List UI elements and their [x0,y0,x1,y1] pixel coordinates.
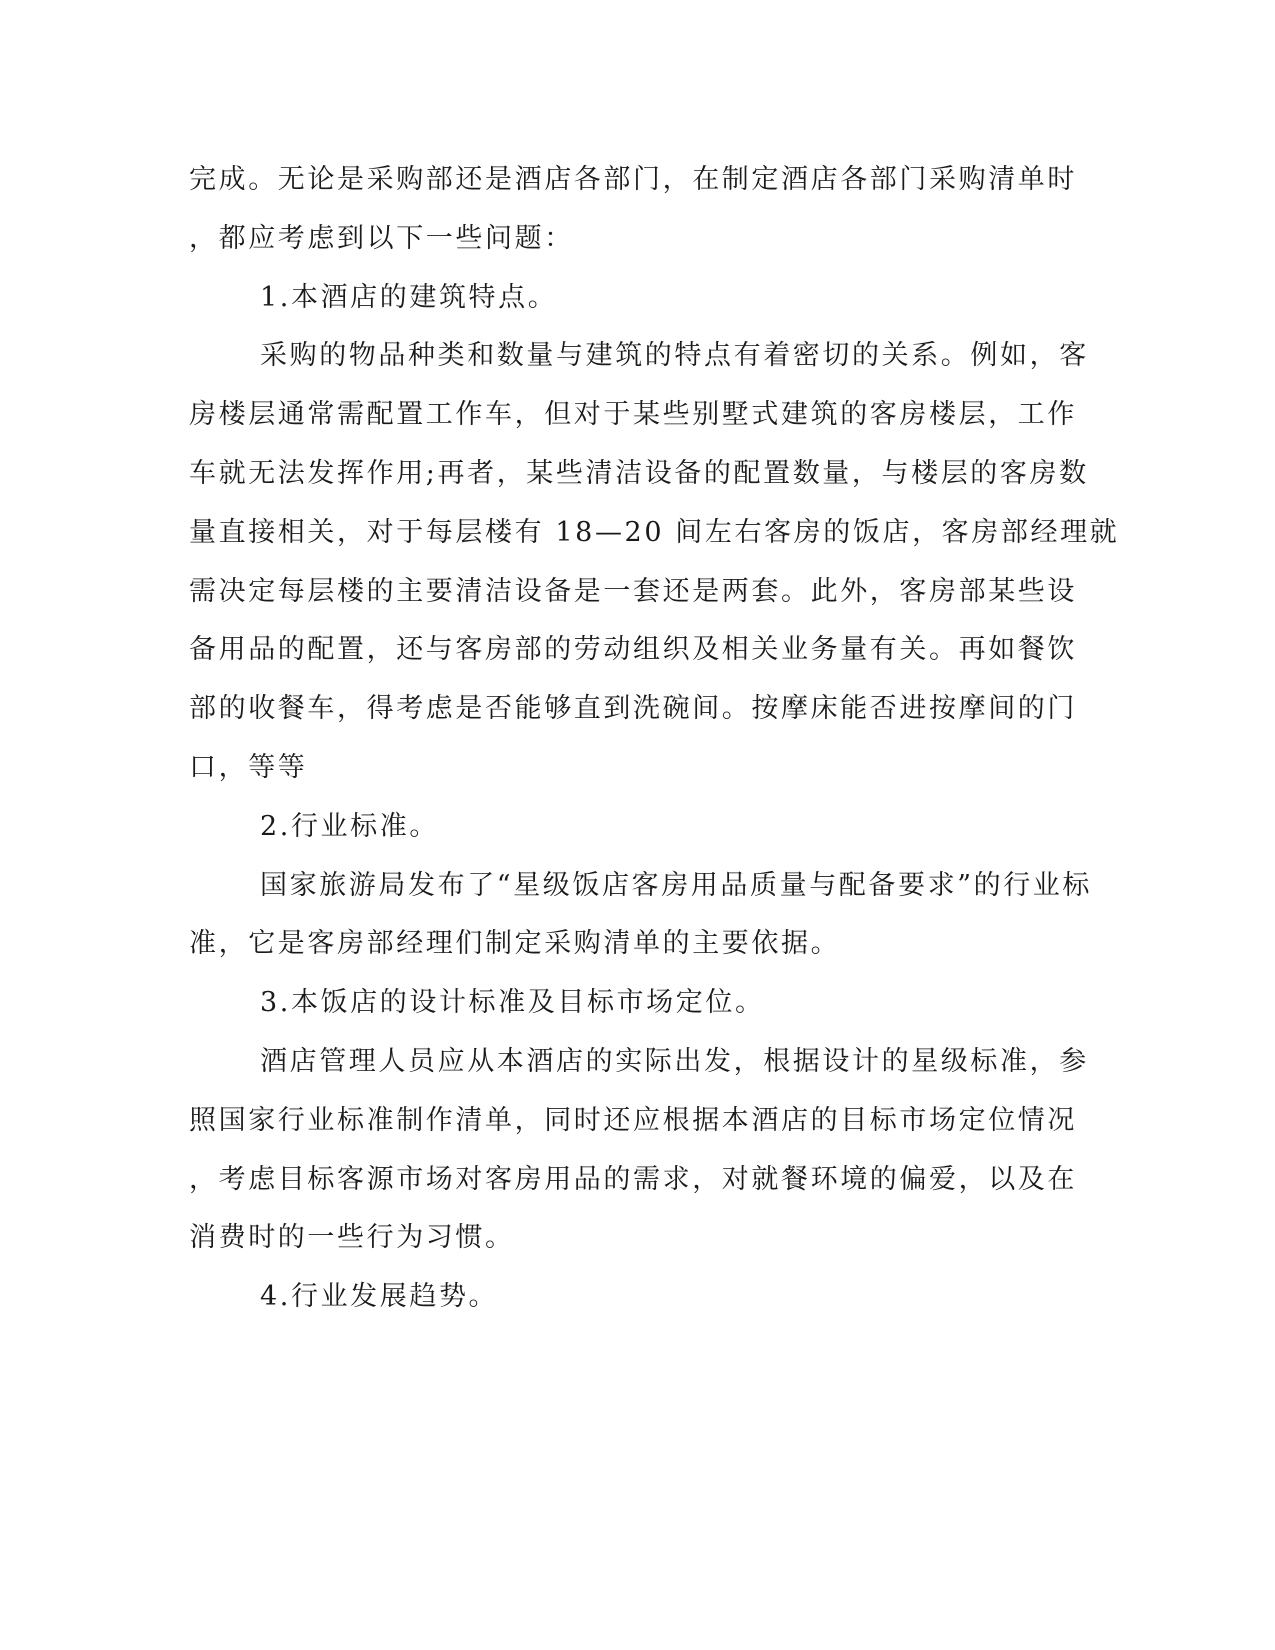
text-line: 酒店管理人员应从本酒店的实际出发，根据设计的星级标准，参 [260,1046,1089,1077]
text-line: ，考虑目标客源市场对客房用品的需求，对就餐环境的偏爱，以及在 [189,1164,1077,1195]
text-line: 需决定每层楼的主要清洁设备是一套还是两套。此外，客房部某些设 [189,576,1077,607]
text-line: ，都应考虑到以下一些问题： [189,223,574,254]
section-heading: 2.行业标准。 [260,811,439,842]
text-line: 国家旅游局发布了“星级饭店客房用品质量与配备要求”的行业标 [260,870,1093,901]
section-heading: 4.行业发展趋势。 [260,1281,499,1312]
text-line: 口，等等 [189,752,308,783]
text-line: 车就无法发挥作用;再者，某些清洁设备的配置数量，与楼层的客房数 [189,458,1089,489]
text-line: 部的收餐车，得考虑是否能够直到洗碗间。按摩床能否进按摩间的门 [189,693,1077,724]
text-line: 采购的物品种类和数量与建筑的特点有着密切的关系。例如，客 [260,340,1089,371]
text-line: 备用品的配置，还与客房部的劳动组织及相关业务量有关。再如餐饮 [189,634,1077,665]
text-line: 量直接相关，对于每层楼有 18—20 间左右客房的饭店，客房部经理就 [189,517,1120,548]
text-line: 照国家行业标准制作清单，同时还应根据本酒店的目标市场定位情况 [189,1105,1077,1136]
text-line: 完成。无论是采购部还是酒店各部门，在制定酒店各部门采购清单时 [189,164,1077,195]
text-line: 消费时的一些行为习惯。 [189,1222,515,1253]
section-heading: 1.本酒店的建筑特点。 [260,282,558,313]
section-heading: 3.本饭店的设计标准及目标市场定位。 [260,987,765,1018]
text-line: 准，它是客房部经理们制定采购清单的主要依据。 [189,928,841,959]
text-line: 房楼层通常需配置工作车，但对于某些别墅式建筑的客房楼层，工作 [189,399,1077,430]
